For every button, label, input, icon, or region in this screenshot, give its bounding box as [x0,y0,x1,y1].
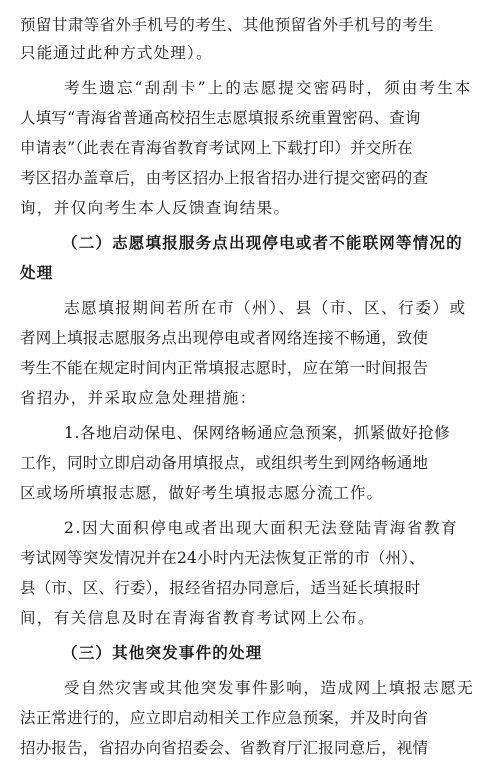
line-text: 者网上填报志愿服务点出现停电或者网络连接不畅通，致使 [20,329,429,347]
line-text: 考区招办盖章后，由考区招办上报省招办进行提交密码的查 [20,169,429,187]
line-text: 考生遗忘“刮刮卡”上的志愿提交密码时，须由考生本 [64,79,473,97]
line-text: 考试网等突发情况并在24小时内无法恢复正常的市（州）、 [20,549,425,567]
text-line [0,293,494,323]
text-line [0,573,494,603]
line-text: 招办报告，省招办向省招委会、省教育厅汇报同意后，视情 [20,739,429,757]
line-text: 法正常进行的，应立即启动相关工作应急预案，并及时向省 [20,709,429,727]
section-heading [0,228,494,258]
section-heading [0,638,494,668]
line-text: 区或场所填报志愿，做好考生填报志愿分流工作。 [20,484,384,502]
text-line [0,193,494,223]
text-line [0,543,494,573]
list-item-2 [0,513,494,543]
line-text: 申请表”（此表在青海省教育考试网上下载打印）并交所在 [20,139,413,157]
text-line [0,73,494,103]
line-text: 预留甘肃等省外手机号的考生、其他预留省外手机号的考生 [20,16,434,34]
text-line [0,703,494,733]
line-text: 只能通过此种方式处理）。 [20,44,213,62]
section-heading [0,258,494,288]
line-text: 受自然灾害或其他突发事件影响，造成网上填报志愿无 [64,679,475,697]
line-text: 考生不能在规定时间内正常填报志愿时，应在第一时间报告 [20,359,429,377]
text-line [0,353,494,383]
line-text: 间，有关信息及时在青海省教育考试网上公布。 [20,609,375,627]
text-line [0,103,494,133]
list-item-1 [0,418,494,448]
text-line [0,38,494,68]
text-line [0,603,494,633]
line-text: 志愿填报期间若所在市（州）、县（市、区、行委）或 [64,299,467,317]
text-line [0,163,494,193]
text-line [0,133,494,163]
text-line [0,323,494,353]
heading-text: （三）其他突发事件的处理 [62,643,263,662]
text-line [0,673,494,703]
line-text: 省招办，并采取应急处理措施： [20,389,257,407]
text-line [0,478,494,508]
text-line [0,10,494,40]
line-text: 县（市、区、行委），报经省招办同意后，适当延长填报时 [20,579,421,597]
text-line [0,383,494,413]
text-line [0,448,494,478]
line-text: 工作，同时立即启动备用填报点，或组织考生到网络畅通地 [20,454,429,472]
line-text: 人填写“青海省普通高校招生志愿填报系统重置密码、查询 [20,109,421,127]
text-line [0,733,494,763]
heading-text: 处理 [20,263,54,282]
line-text: 1.各地启动保电、保网络畅通应急预案，抓紧做好抢修 [64,424,451,442]
line-text: 询，并仅向考生本人反馈查询结果。 [20,199,291,217]
line-text: 2.因大面积停电或者出现大面积无法登陆青海省教育 [64,519,459,537]
heading-text: （二）志愿填报服务点出现停电或者不能联网等情况的 [62,233,463,252]
